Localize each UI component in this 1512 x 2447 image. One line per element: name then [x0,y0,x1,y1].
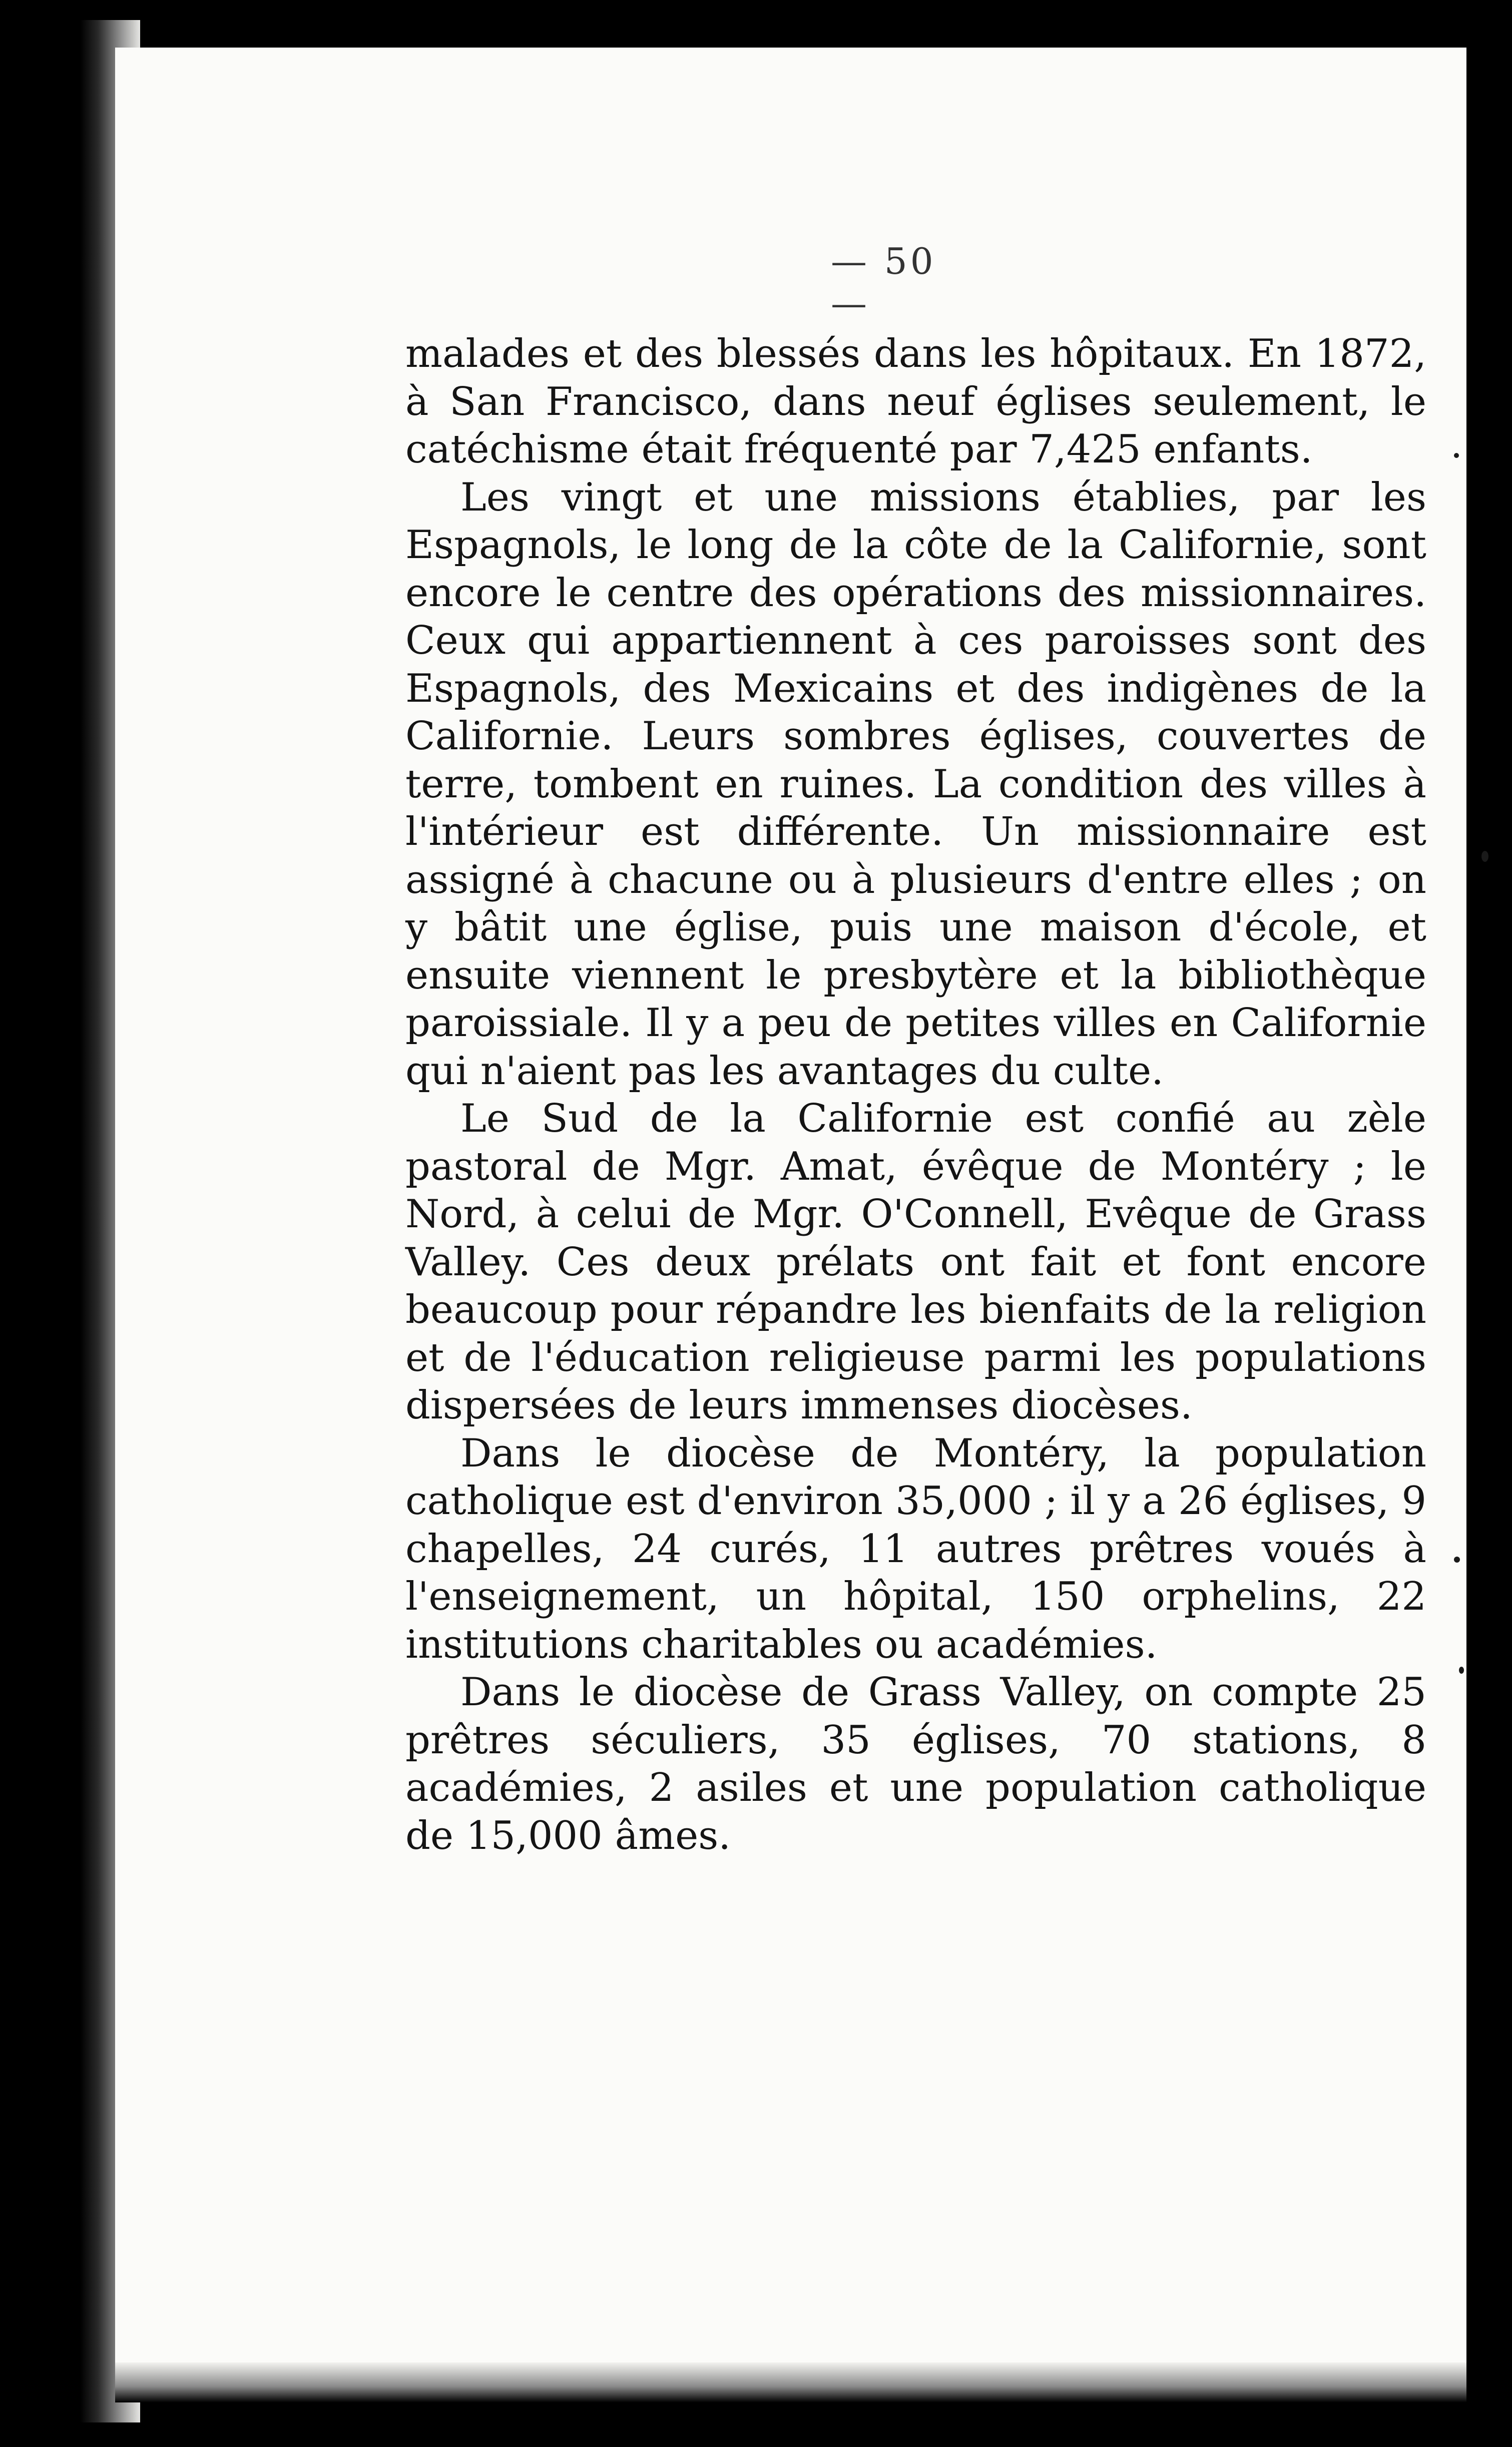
paragraph-2: Les vingt et une missions établies, par les Espagnols, le long de la côte de la Californie, sont encore le centre des opérations des missionnaires. Ceux qui appartiennent à ces paroisses sont des Espagnols, des Mexicains et des indigènes de la Californie. Leurs sombres églises, couvertes de terre, tombent en ruines. La condition des villes à l'intérieur est différente. Un missionnaire est assigné à chacune ou à plusieurs d'entre elles ; on y bâtit une église, puis une maison d'école, et ensuite viennent le presbytère et la bibliothèque paroissiale. Il y a peu de petites villes en Californie qui n'aient pas les avantages du culte. [405,474,1426,1094]
paragraph-4: Dans le diocèse de Montéry, la population catholique est d'environ 35,000 ; il y a 26 églises, 9 chapelles, 24 curés, 11 autres prêtres voués à l'enseignement, un hôpital, 150 orphelins, 22 institutions charitables ou académies. [405,1430,1426,1667]
page-bottom-edge [115,2362,1466,2402]
scan-speck [1454,453,1459,458]
paragraph-3: Le Sud de la Californie est confié au zèle pastoral de Mgr. Amat, évêque de Montéry ; le Nord, à celui de Mgr. O'Connell, Evêque de Grass Valley. Ces deux prélats ont fait et font encore beaucoup pour répandre les bienfaits de la religion et de l'éducation religieuse parmi les populations dispersées de leurs immenses diocèses. [405,1096,1426,1428]
page-body-text [405,330,1426,1860]
scan-speck [1481,851,1488,862]
paragraph-5: Dans le diocèse de Grass Valley, on compte 25 prêtres séculiers, 35 églises, 70 stations, 8 académies, 2 asiles et une population catholique de 15,000 âmes. [405,1670,1426,1858]
scan-speck [1454,1557,1460,1563]
page-number: — 50 — [831,240,936,324]
scan-speck [1459,1667,1464,1674]
paragraph-1: malades et des blessés dans les hôpitaux. En 1872, à San Francisco, dans neuf églises seulement, le catéchisme était fréquenté par 7,425 enfants. [405,331,1426,472]
